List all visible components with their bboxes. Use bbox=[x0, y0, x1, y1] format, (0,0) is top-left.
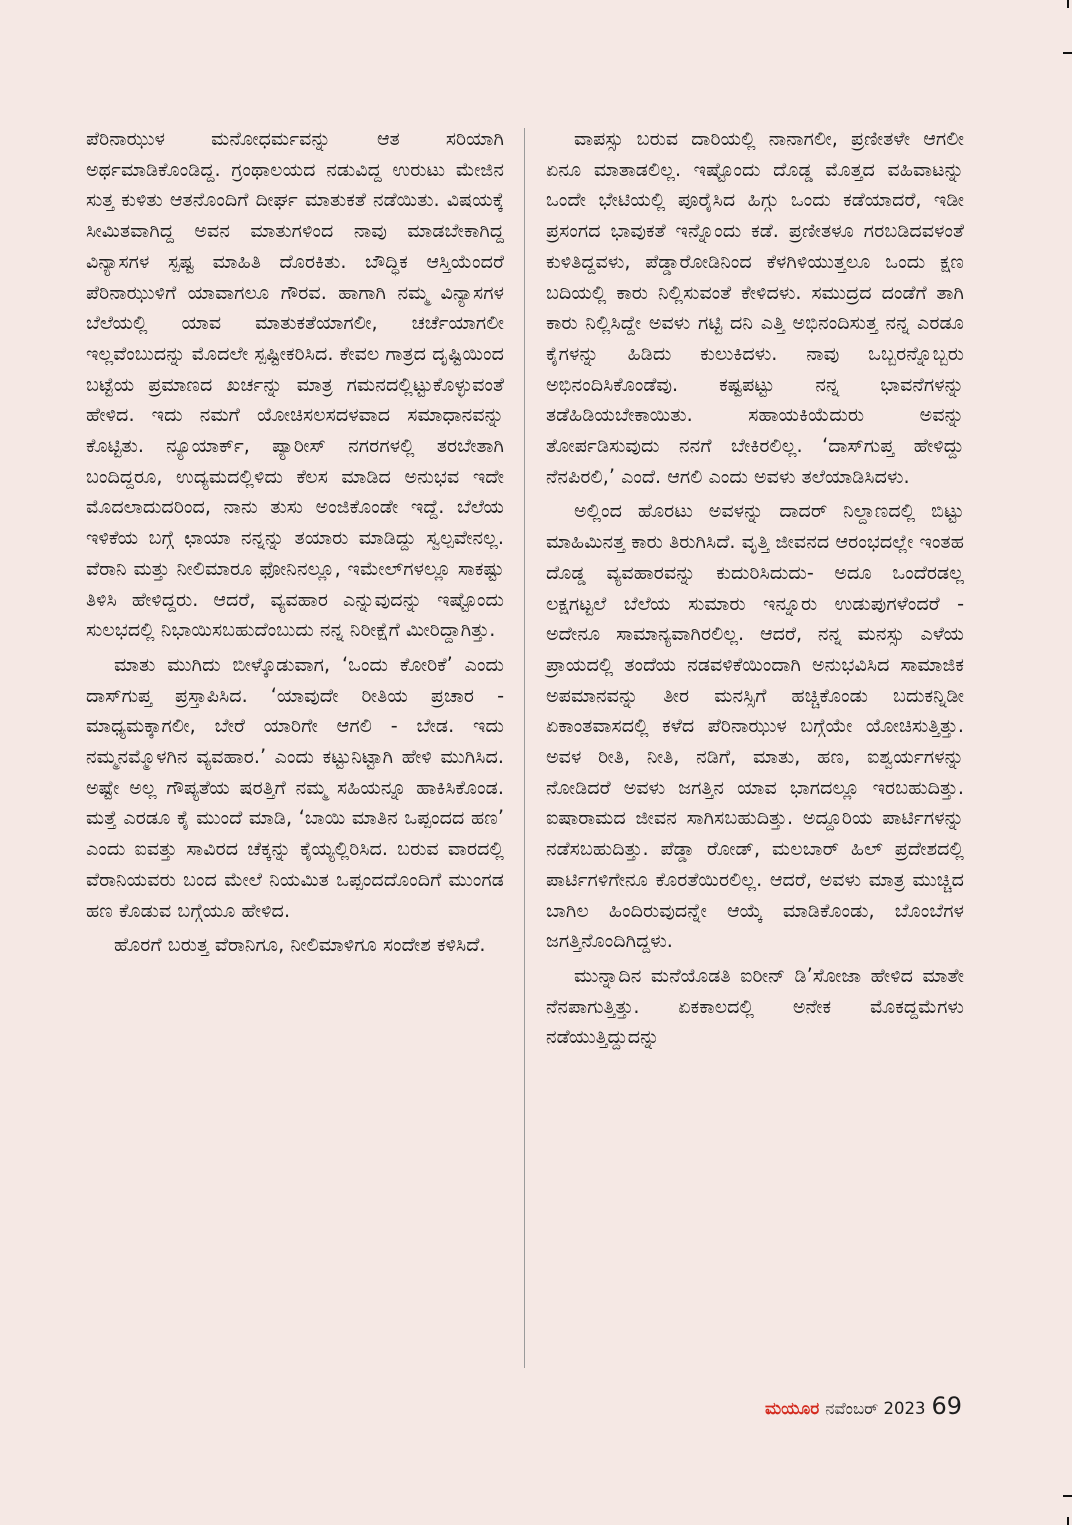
paragraph: ಮಾತು ಮುಗಿದು ಬೀಳ್ಕೊಡುವಾಗ, ‘ಒಂದು ಕೋರಿಕೆ’ ಎಂದು ದಾಸ್‌ಗುಪ್ತ ಪ್ರಸ್ತಾಪಿಸಿದ. ‘ಯಾವುದೇ ರೀತಿಯ ಪ್ರಚಾರ - ಮಾಧ್ಯಮಕ್ಕಾಗಲೀ, ಬೇರೆ ಯಾರಿಗೇ ಆಗಲಿ - ಬೇಡ. ಇದು ನಮ್ಮನಮ್ಮೊಳಗಿನ ವ್ಯವಹಾರ.’ ಎಂದು ಕಟ್ಟುನಿಟ್ಟಾಗಿ ಹೇಳಿ ಮುಗಿಸಿದ. ಅಷ್ಟೇ ಅಲ್ಲ ಗೌಪ್ಯತೆಯ ಷರತ್ತಿಗೆ ನಮ್ಮ ಸಹಿಯನ್ನೂ ಹಾಕಿಸಿಕೊಂಡ. ಮತ್ತೆ ಎರಡೂ ಕೈ ಮುಂದೆ ಮಾಡಿ, ‘ಬಾಯಿ ಮಾತಿನ ಒಪ್ಪಂದದ ಹಣ’ ಎಂದು ಐವತ್ತು ಸಾವಿರದ ಚೆಕ್ಕನ್ನು ಕೈಯ್ಯಲ್ಲಿರಿಸಿದ. ಬರುವ ವಾರದಲ್ಲಿ ವೆರಾನಿಯವರು ಬಂದ ಮೇಲೆ ನಿಯಮಿತ ಒಪ್ಪಂದದೊಂದಿಗೆ ಮುಂಗಡ ಹಣ ಕೊಡುವ ಬಗ್ಗೆಯೂ ಹೇಳಿದ. bbox=[86, 652, 504, 922]
column-divider bbox=[524, 128, 525, 1368]
paragraph: ಅಲ್ಲಿಂದ ಹೊರಟು ಅವಳನ್ನು ದಾದರ್ ನಿಲ್ದಾಣದಲ್ಲಿ ಬಿಟ್ಟು ಮಾಹಿಮಿನತ್ತ ಕಾರು ತಿರುಗಿಸಿದೆ. ವೃತ್ತಿ ಜೀವನದ ಆರಂಭದಲ್ಲೇ ಇಂತಹ ದೊಡ್ಡ ವ್ಯವಹಾರವನ್ನು ಕುದುರಿಸಿದುದು- ಅದೂ ಒಂದೆರಡಲ್ಲ ಲಕ್ಷಗಟ್ಟಲೆ ಬೆಲೆಯ ಸುಮಾರು ಇನ್ನೂರು ಉಡುಪುಗಳೆಂದರೆ - ಅದೇನೂ ಸಾಮಾನ್ಯವಾಗಿರಲಿಲ್ಲ. ಆದರೆ, ನನ್ನ ಮನಸ್ಸು ಎಳೆಯ ಪ್ರಾಯದಲ್ಲಿ ತಂದೆಯ ನಡವಳಿಕೆಯಿಂದಾಗಿ ಅನುಭವಿಸಿದ ಸಾಮಾಜಿಕ ಅಪಮಾನವನ್ನು ತೀರ ಮನಸ್ಸಿಗೆ ಹಚ್ಚಿಕೊಂಡು ಬದುಕನ್ನಿಡೀ ಏಕಾಂತವಾಸದಲ್ಲಿ ಕಳೆದ ಪೆರಿನಾಝುಳ ಬಗ್ಗೆಯೇ ಯೋಚಿಸುತ್ತಿತ್ತು. ಅವಳ ರೀತಿ, ನೀತಿ, ನಡಿಗೆ, ಮಾತು, ಹಣ, ಐಶ್ವರ್ಯಗಳನ್ನು ನೋಡಿದರೆ ಅವಳು ಜಗತ್ತಿನ ಯಾವ ಭಾಗದಲ್ಲೂ ಇರಬಹುದಿತ್ತು. ಐಷಾರಾಮದ ಜೀವನ ಸಾಗಿಸಬಹುದಿತ್ತು. ಅದ್ದೂರಿಯ ಪಾರ್ಟಿಗಳನ್ನು ನಡೆಸಬಹುದಿತ್ತು. ಪೆಡ್ಡಾ ರೋಡ್, ಮಲಬಾರ್ ಹಿಲ್ ಪ್ರದೇಶದಲ್ಲಿ ಪಾರ್ಟಿಗಳಿಗೇನೂ ಕೊರತೆಯಿರಲಿಲ್ಲ. ಆದರೆ, ಅವಳು ಮಾತ್ರ ಮುಚ್ಚಿದ ಬಾಗಿಲ ಹಿಂದಿರುವುದನ್ನೇ ಆಯ್ಕೆ ಮಾಡಿಕೊಂಡು, ಬೊಂಬೆಗಳ ಜಗತ್ತಿನೊಂದಿಗಿದ್ದಳು. bbox=[546, 499, 964, 953]
crop-mark-right-lower bbox=[1063, 1495, 1072, 1497]
paragraph: ಮುನ್ನಾದಿನ ಮನೆಯೊಡತಿ ಐರೀನ್ ಡಿ’ಸೋಜಾ ಹೇಳಿದ ಮಾತೇ ನೆನಪಾಗುತ್ತಿತ್ತು. ಏಕಕಾಲದಲ್ಲಿ ಅನೇಕ ಮೊಕದ್ದಮೆಗಳು ನಡೆಯುತ್ತಿದ್ದುದನ್ನು bbox=[546, 963, 964, 1049]
page-number: 69 bbox=[931, 1392, 962, 1420]
article-column-right bbox=[546, 124, 964, 1053]
crop-mark-bottom bbox=[1067, 1517, 1069, 1525]
paragraph: ಪೆರಿನಾಝುಳ ಮನೋಧರ್ಮವನ್ನು ಆತ ಸರಿಯಾಗಿ ಅರ್ಥಮಾಡಿಕೊಂಡಿದ್ದ. ಗ್ರಂಥಾಲಯದ ನಡುವಿದ್ದ ಉರುಟು ಮೇಜಿನ ಸುತ್ತ ಕುಳಿತು ಆತನೊಂದಿಗೆ ದೀರ್ಘ ಮಾತುಕತೆ ನಡೆಯಿತು. ವಿಷಯಕ್ಕೆ ಸೀಮಿತವಾಗಿದ್ದ ಅವನ ಮಾತುಗಳಿಂದ ನಾವು ಮಾಡಬೇಕಾಗಿದ್ದ ವಿನ್ಯಾಸಗಳ ಸ್ಪಷ್ಟ ಮಾಹಿತಿ ದೊರಕಿತು. ಬೌದ್ಧಿಕ ಆಸ್ತಿಯೆಂದರೆ ಪೆರಿನಾಝುಳಿಗೆ ಯಾವಾಗಲೂ ಗೌರವ. ಹಾಗಾಗಿ ನಮ್ಮ ವಿನ್ಯಾಸಗಳ ಬೆಲೆಯಲ್ಲಿ ಯಾವ ಮಾತುಕತೆಯಾಗಲೀ, ಚರ್ಚೆಯಾಗಲೀ ಇಲ್ಲವೆಂಬುದನ್ನು ಮೊದಲೇ ಸ್ಪಷ್ಟೀಕರಿಸಿದ. ಕೇವಲ ಗಾತ್ರದ ದೃಷ್ಟಿಯಿಂದ ಬಟ್ಟೆಯ ಪ್ರಮಾಣದ ಖರ್ಚನ್ನು ಮಾತ್ರ ಗಮನದಲ್ಲಿಟ್ಟುಕೊಳ್ಳುವಂತೆ ಹೇಳಿದ. ಇದು ನಮಗೆ ಯೋಚಿಸಲಸದಳವಾದ ಸಮಾಧಾನವನ್ನು ಕೊಟ್ಟಿತು. ನ್ಯೂಯಾರ್ಕ್, ಪ್ಯಾರೀಸ್ ನಗರಗಳಲ್ಲಿ ತರಬೇತಾಗಿ ಬಂದಿದ್ದರೂ, ಉದ್ಯಮದಲ್ಲಿಳಿದು ಕೆಲಸ ಮಾಡಿದ ಅನುಭವ ಇದೇ ಮೊದಲಾದುದರಿಂದ, ನಾನು ತುಸು ಅಂಜಿಕೊಂಡೇ ಇದ್ದೆ. ಬೆಲೆಯ ಇಳಿಕೆಯ ಬಗ್ಗೆ ಛಾಯಾ ನನ್ನನ್ನು ತಯಾರು ಮಾಡಿದ್ದು ಸ್ವಲ್ಪವೇನಲ್ಲ. ವೆರಾನಿ ಮತ್ತು ನೀಲಿಮಾರೂ ಫೋನಿನಲ್ಲೂ, ಇಮೇಲ್‌ಗಳಲ್ಲೂ ಸಾಕಷ್ಟು ತಿಳಿಸಿ ಹೇಳಿದ್ದರು. ಆದರೆ, ವ್ಯವಹಾರ ಎನ್ನುವುದನ್ನು ಇಷ್ಟೊಂದು ಸುಲಭದಲ್ಲಿ ನಿಭಾಯಿಸಬಹುದೆಂಬುದು ನನ್ನ ನಿರೀಕ್ಷೆಗೆ ಮೀರಿದ್ದಾಗಿತ್ತು. bbox=[86, 127, 504, 642]
crop-mark-right-upper bbox=[1063, 52, 1072, 54]
paragraph: ಹೊರಗೆ ಬರುತ್ತ ವೆರಾನಿಗೂ, ನೀಲಿಮಾಳಿಗೂ ಸಂದೇಶ ಕಳಿಸಿದೆ. bbox=[114, 933, 486, 957]
paragraph: ವಾಪಸ್ಸು ಬರುವ ದಾರಿಯಲ್ಲಿ ನಾನಾಗಲೀ, ಪ್ರಣೀತಳೇ ಆಗಲೀ ಏನೂ ಮಾತಾಡಲಿಲ್ಲ. ಇಷ್ಟೊಂದು ದೊಡ್ಡ ಮೊತ್ತದ ವಹಿವಾಟನ್ನು ಒಂದೇ ಭೇಟಿಯಲ್ಲಿ ಪೂರೈಸಿದ ಹಿಗ್ಗು ಒಂದು ಕಡೆಯಾದರೆ, ಇಡೀ ಪ್ರಸಂಗದ ಭಾವುಕತೆ ಇನ್ನೊಂದು ಕಡೆ. ಪ್ರಣೀತಳೂ ಗರಬಡಿದವಳಂತೆ ಕುಳಿತಿದ್ದವಳು, ಪೆಡ್ಡಾರೋಡಿನಿಂದ ಕೆಳಗಿಳಿಯುತ್ತಲೂ ಒಂದು ಕ್ಷಣ ಬದಿಯಲ್ಲಿ ಕಾರು ನಿಲ್ಲಿಸುವಂತೆ ಕೇಳಿದಳು. ಸಮುದ್ರದ ದಂಡೆಗೆ ತಾಗಿ ಕಾರು ನಿಲ್ಲಿಸಿದ್ದೇ ಅವಳು ಗಟ್ಟಿ ದನಿ ಎತ್ತಿ ಅಭಿನಂದಿಸುತ್ತ ನನ್ನ ಎರಡೂ ಕೈಗಳನ್ನು ಹಿಡಿದು ಕುಲುಕಿದಳು. ನಾವು ಒಬ್ಬರನ್ನೊಬ್ಬರು ಅಭಿನಂದಿಸಿಕೊಂಡೆವು. ಕಷ್ಟಪಟ್ಟು ನನ್ನ ಭಾವನೆಗಳನ್ನು ತಡೆಹಿಡಿಯಬೇಕಾಯಿತು. ಸಹಾಯಕಿಯೆದುರು ಅವನ್ನು ತೋರ್ಪಡಿಸುವುದು ನನಗೆ ಬೇಕಿರಲಿಲ್ಲ. ‘ದಾಸ್‌ಗುಪ್ತ ಹೇಳಿದ್ದು ನೆನಪಿರಲಿ,’ ಎಂದೆ. ಆಗಲಿ ಎಂದು ಅವಳು ತಲೆಯಾಡಿಸಿದಳು. bbox=[546, 127, 964, 488]
article-column-left bbox=[86, 124, 504, 961]
crop-mark-top bbox=[1067, 0, 1069, 8]
page-footer bbox=[765, 1392, 962, 1428]
magazine-brand: ಮಯೂರ bbox=[765, 1399, 820, 1419]
issue-date: ನವೆಂಬರ್ 2023 bbox=[825, 1399, 926, 1418]
